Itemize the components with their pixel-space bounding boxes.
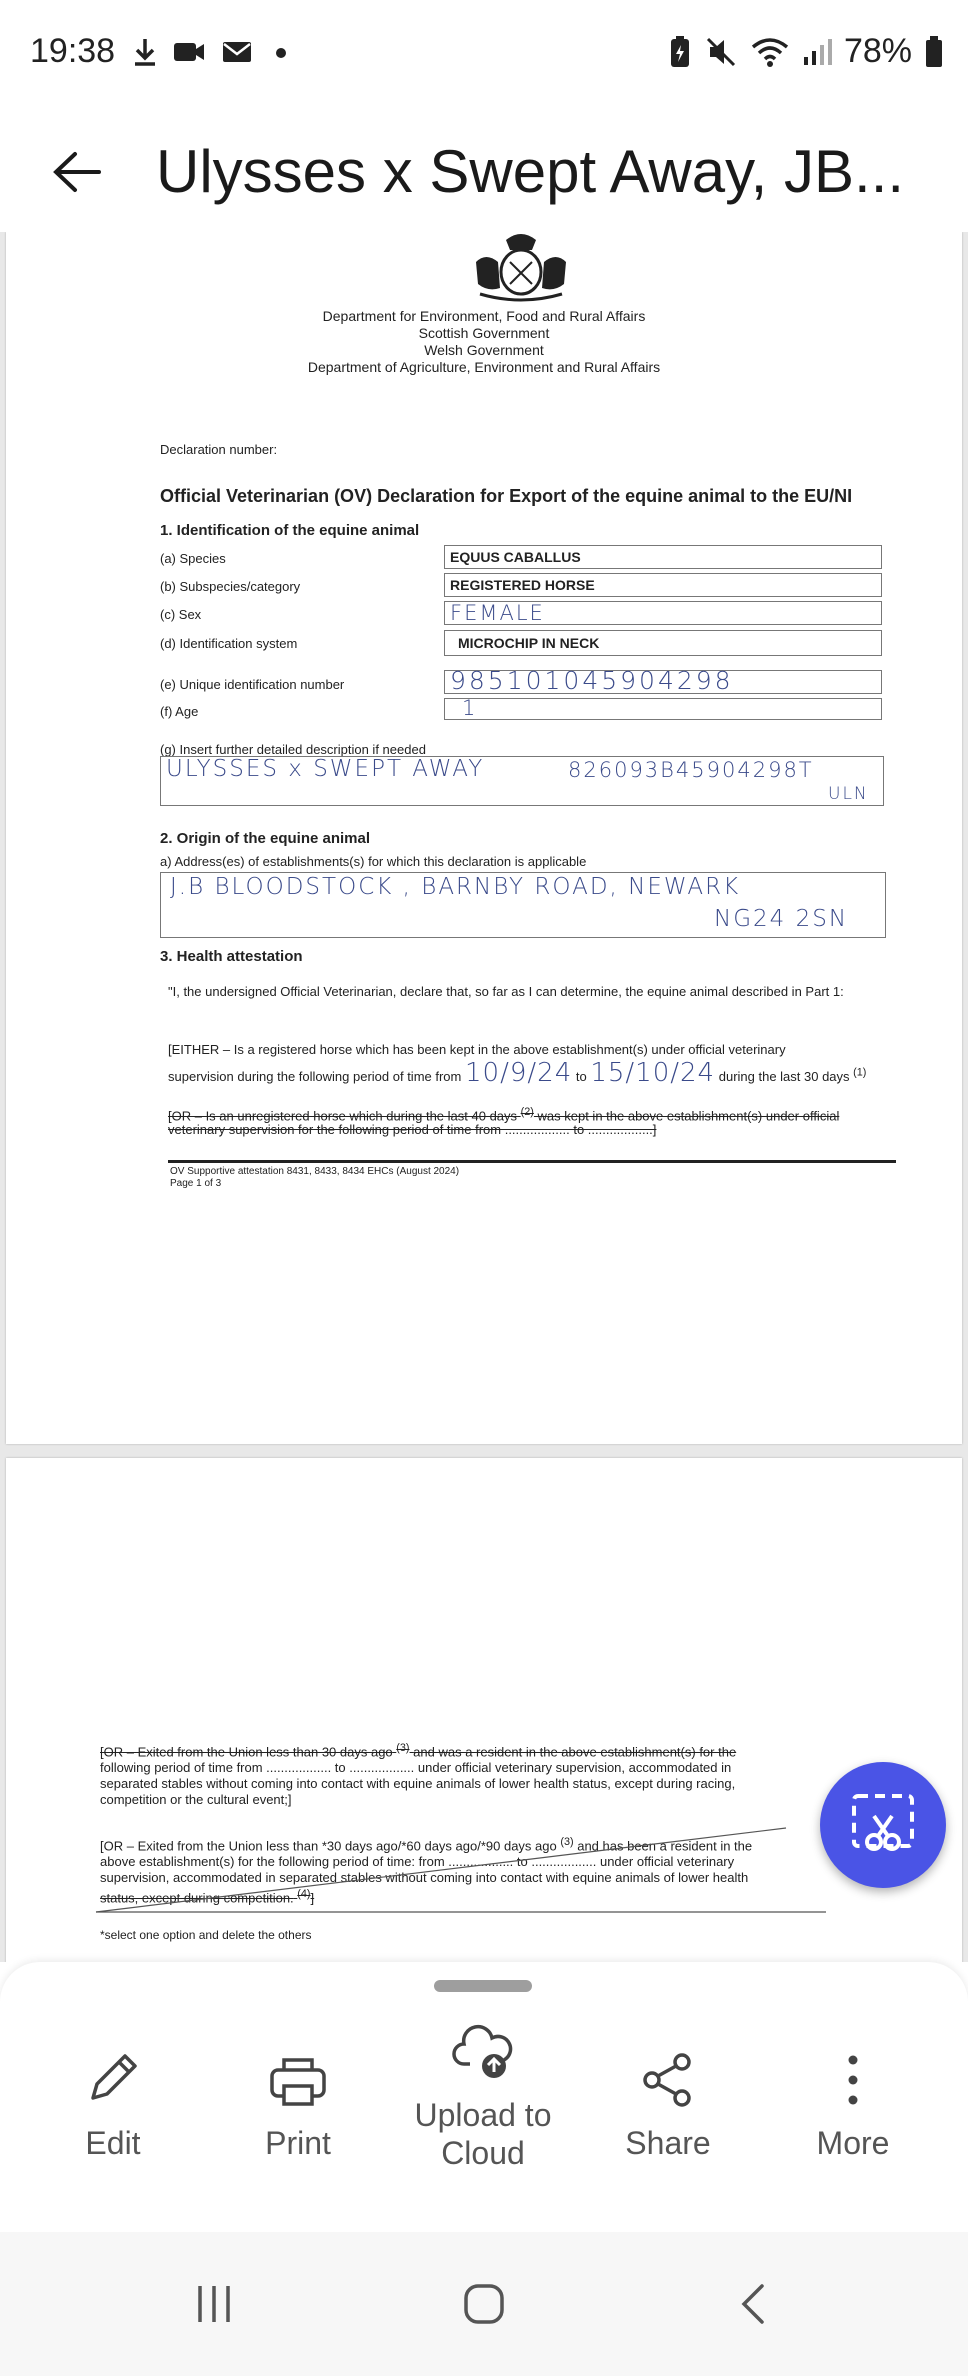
declaration-number-label: Declaration number: — [160, 442, 278, 457]
mute-icon — [704, 35, 738, 69]
status-bar — [0, 0, 968, 110]
declaration-title: Official Veterinarian (OV) Declaration for Export of the equine animal to the EU/NI — [160, 486, 853, 506]
department-line: Welsh Government — [424, 342, 544, 358]
recents-icon — [192, 2282, 236, 2326]
p2-line-1: [OR – Exited from the Union less than *30 days ago/*60 days ago/*90 days ago $^{(3)}$ and has been a resident in the — [100, 1836, 753, 1854]
further-description-uln-label: ULN — [828, 784, 869, 804]
battery-icon — [924, 35, 944, 69]
footer-page-number: Page 1 of 3 — [170, 1178, 222, 1189]
dot-icon — [271, 37, 291, 67]
or-text-b: was kept in the above establishment(s) under official — [537, 1108, 840, 1124]
back-nav-icon — [732, 2282, 776, 2326]
either-line-2 — [168, 1058, 866, 1088]
video-icon — [172, 37, 206, 67]
upload-to-cloud-button[interactable] — [398, 2012, 568, 2172]
document-page-1 — [6, 232, 962, 1444]
field-label-age: (f) Age — [160, 704, 199, 719]
system-navigation-bar — [0, 2232, 968, 2376]
royal-crest-icon — [466, 232, 576, 304]
either-footnote-marker: (1) — [853, 1066, 867, 1079]
edit-button[interactable] — [28, 2038, 198, 2198]
share-label: Share — [625, 2125, 711, 2161]
field-value-species: EQUUS CABALLUS — [450, 549, 581, 565]
cloud-upload-icon — [452, 2024, 514, 2080]
signal-icon — [802, 35, 832, 69]
sheet-drag-handle[interactable] — [434, 1980, 532, 1992]
or-text-a: [OR – Is an unregistered horse which during the last 40 days — [168, 1108, 518, 1124]
document-page-2 — [6, 1458, 962, 1962]
field-label-uin: (e) Unique identification number — [160, 677, 345, 692]
battery-saver-icon — [668, 35, 692, 69]
p1-line-4: competition or the cultural event;] — [100, 1792, 292, 1808]
more-vertical-icon — [843, 2052, 863, 2108]
either-last-30-days: during the last 30 days — [718, 1069, 850, 1084]
document-viewer[interactable] — [0, 232, 968, 1962]
mail-icon — [221, 37, 253, 67]
bottom-action-sheet — [0, 1962, 968, 2232]
notification-icons — [132, 34, 291, 68]
field-label-subspecies: (b) Subspecies/category — [160, 579, 301, 594]
upload-label-line-1: Upload to — [414, 2097, 552, 2133]
p2-line-2: above establishment(s) for the following period of time: from .................. to .................. under official veterinary — [100, 1854, 735, 1870]
further-description-horse: ULYSSES x SWEPT AWAY — [166, 756, 485, 782]
or-footnote-marker: (2) — [520, 1106, 534, 1118]
strike-through-diagonal — [86, 1788, 846, 1918]
wifi-icon — [750, 35, 790, 69]
printer-icon — [268, 2054, 328, 2108]
field-label-species: (a) Species — [160, 551, 226, 566]
date-to-word: to — [575, 1069, 587, 1084]
share-button[interactable] — [583, 2038, 753, 2198]
department-list — [6, 308, 962, 376]
either-supervision-text: supervision during the following period of time from — [168, 1069, 462, 1084]
department-line: Department of Agriculture, Environment and Rural Affairs — [307, 359, 661, 375]
field-value-subspecies: REGISTERED HORSE — [450, 577, 595, 593]
footer-divider — [168, 1160, 896, 1163]
department-line: Scottish Government — [418, 325, 550, 341]
field-label-identification-system: (d) Identification system — [160, 636, 298, 651]
home-button[interactable] — [444, 2272, 524, 2336]
further-description-label: (g) Insert further detailed description if needed — [160, 742, 426, 757]
scan-cut-icon — [848, 1790, 918, 1860]
department-line: Department for Environment, Food and Rural Affairs — [322, 308, 646, 324]
pencil-icon — [83, 2048, 143, 2108]
download-icon — [132, 37, 158, 67]
home-icon — [462, 2282, 506, 2326]
address-label: a) Address(es) of establishments(s) for which this declaration is applicable — [160, 854, 587, 869]
section-2-heading: 2. Origin of the equine animal — [160, 830, 371, 847]
edit-label: Edit — [85, 2125, 141, 2161]
field-label-sex: (c) Sex — [160, 607, 202, 622]
nav-back-button[interactable] — [714, 2272, 794, 2336]
arrow-left-icon — [51, 150, 101, 194]
field-value-identification-system: MICROCHIP IN NECK — [458, 635, 600, 651]
app-header — [0, 110, 968, 232]
section-1-heading: 1. Identification of the equine animal — [160, 522, 420, 539]
date-from: 10/9/24 — [465, 1058, 573, 1088]
recents-button[interactable] — [174, 2272, 254, 2336]
section-3-heading: 3. Health attestation — [160, 948, 303, 965]
share-icon — [640, 2052, 696, 2108]
p2-line-3: supervision, accommodated in separated stables without coming into contact with equine animals of lower health — [100, 1870, 749, 1886]
p1-line-2: following period of time from .................. to .................. under official veterinary supervision, accommodated in — [100, 1760, 732, 1776]
more-button[interactable] — [768, 2038, 938, 2198]
further-description-uln: 826093B45904298T — [568, 758, 814, 782]
attestation-intro: "I, the undersigned Official Veterinarian, declare that, so far as I can determine, the equine animal described in Part 1: — [168, 984, 844, 999]
battery-percent: 78% — [843, 32, 912, 70]
status-time: 19:38 — [30, 32, 116, 70]
p2-line-4: status, except during competition. $^{(4)}$] — [100, 1888, 315, 1906]
document-title: Ulysses x Swept Away, JB... — [156, 138, 905, 205]
or-line-1 — [168, 1106, 839, 1123]
page-footer — [170, 1166, 459, 1190]
field-value-age: 1 — [462, 696, 478, 720]
more-label: More — [816, 2125, 890, 2161]
system-icons — [668, 32, 944, 71]
address-line-1: J.B BLOODSTOCK , BARNBY ROAD, NEWARK — [170, 874, 741, 900]
print-button[interactable] — [213, 2038, 383, 2198]
field-value-sex: FEMALE — [450, 601, 545, 625]
p1-line-1: [OR – Exited from the Union less than 30 days ago $^{(3)}$ and was a resident in the above establishment(s) for the — [100, 1742, 737, 1760]
back-button[interactable] — [36, 132, 116, 212]
print-label: Print — [265, 2125, 331, 2161]
scan-cut-button[interactable] — [820, 1762, 946, 1888]
footer-attestation: OV Supportive attestation 8431, 8433, 8434 EHCs (August 2024) — [170, 1166, 460, 1177]
or-line-2: veterinary supervision for the following period of time from .................. to ..................] — [168, 1122, 657, 1137]
either-line-1: [EITHER – Is a registered horse which has been kept in the above establishment(s) under official veterinary — [168, 1042, 786, 1057]
p1-line-3: separated stables without coming into contact with equine animals of lower health status, except during racing, — [100, 1776, 736, 1792]
footnote-select-option: *select one option and delete the others — [100, 1928, 312, 1942]
upload-label — [415, 2096, 552, 2172]
upload-label-line-2: Cloud — [441, 2135, 525, 2171]
date-to: 15/10/24 — [590, 1058, 716, 1088]
address-line-2: NG24 2SN — [714, 906, 849, 932]
field-value-uin: 985101045904298 — [450, 666, 734, 695]
